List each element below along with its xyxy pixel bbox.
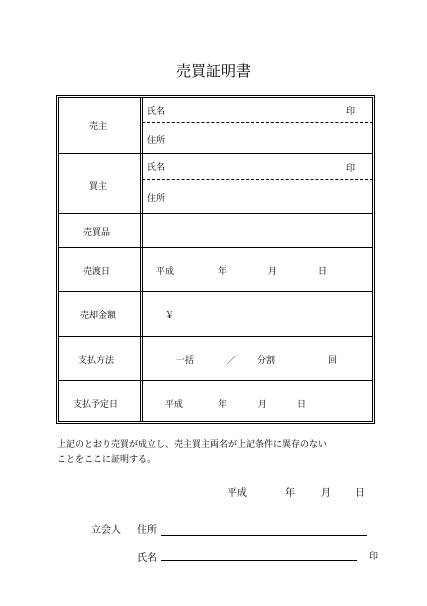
certification-date-year: 年 (285, 488, 295, 499)
buyer-seal: 印 (346, 164, 356, 174)
document-title: 売買証明書 (175, 62, 251, 80)
transfer-date-label: 売渡日 (83, 267, 111, 277)
seller-seal: 印 (346, 107, 356, 117)
seller-label: 売主 (89, 122, 108, 132)
payment-method-label: 支払方法 (78, 356, 115, 366)
payment-due-month: 月 (258, 400, 268, 410)
yen-symbol: ￥ (165, 311, 175, 321)
row-divider (58, 291, 373, 292)
sale-amount-label: 売却金額 (80, 311, 117, 321)
seller-dashed-separator (142, 122, 373, 123)
row-divider (58, 153, 373, 154)
certification-date-day: 日 (355, 488, 365, 499)
transfer-date-era: 平成 (156, 267, 175, 277)
statement-line-2: ことをここに証明する。 (57, 455, 157, 465)
row-divider (58, 213, 373, 214)
transfer-date-day: 日 (318, 267, 328, 277)
witness-seal: 印 (369, 552, 379, 562)
certification-date-month: 月 (321, 488, 331, 499)
option-separator: ／ (227, 356, 237, 366)
installment-option: 分割 (257, 356, 276, 366)
buyer-name-label: 氏名 (147, 163, 166, 173)
row-divider (58, 336, 373, 337)
certification-date-era: 平成 (227, 488, 247, 499)
label-column-divider (140, 97, 141, 422)
buyer-label: 買主 (89, 182, 108, 192)
buyer-address-label: 住所 (147, 194, 166, 204)
seller-address-label: 住所 (147, 136, 166, 146)
payment-due-year: 年 (218, 400, 228, 410)
label-column-divider-inner (142, 97, 143, 422)
witness-label: 立会人 (91, 525, 121, 536)
buyer-dashed-separator (142, 179, 373, 180)
transfer-date-year: 年 (218, 267, 228, 277)
item-label: 売買品 (83, 228, 111, 238)
lump-sum-option: 一括 (176, 356, 195, 366)
transfer-date-month: 月 (268, 267, 278, 277)
witness-address-label: 住所 (137, 525, 157, 536)
row-divider (58, 380, 373, 381)
installment-times: 回 (328, 356, 338, 366)
payment-due-day: 日 (297, 400, 307, 410)
seller-name-label: 氏名 (147, 107, 166, 117)
witness-name-label: 氏名 (137, 553, 157, 564)
witness-name-line (161, 560, 357, 561)
row-divider (58, 247, 373, 248)
payment-due-label: 支払予定日 (73, 400, 119, 410)
statement-line-1: 上記のとおり売買が成立し、売主買主両名が上記条件に異存のない (57, 440, 328, 450)
certificate-table-inner-border (58, 97, 373, 422)
payment-due-era: 平成 (165, 400, 184, 410)
witness-address-line (161, 535, 367, 536)
